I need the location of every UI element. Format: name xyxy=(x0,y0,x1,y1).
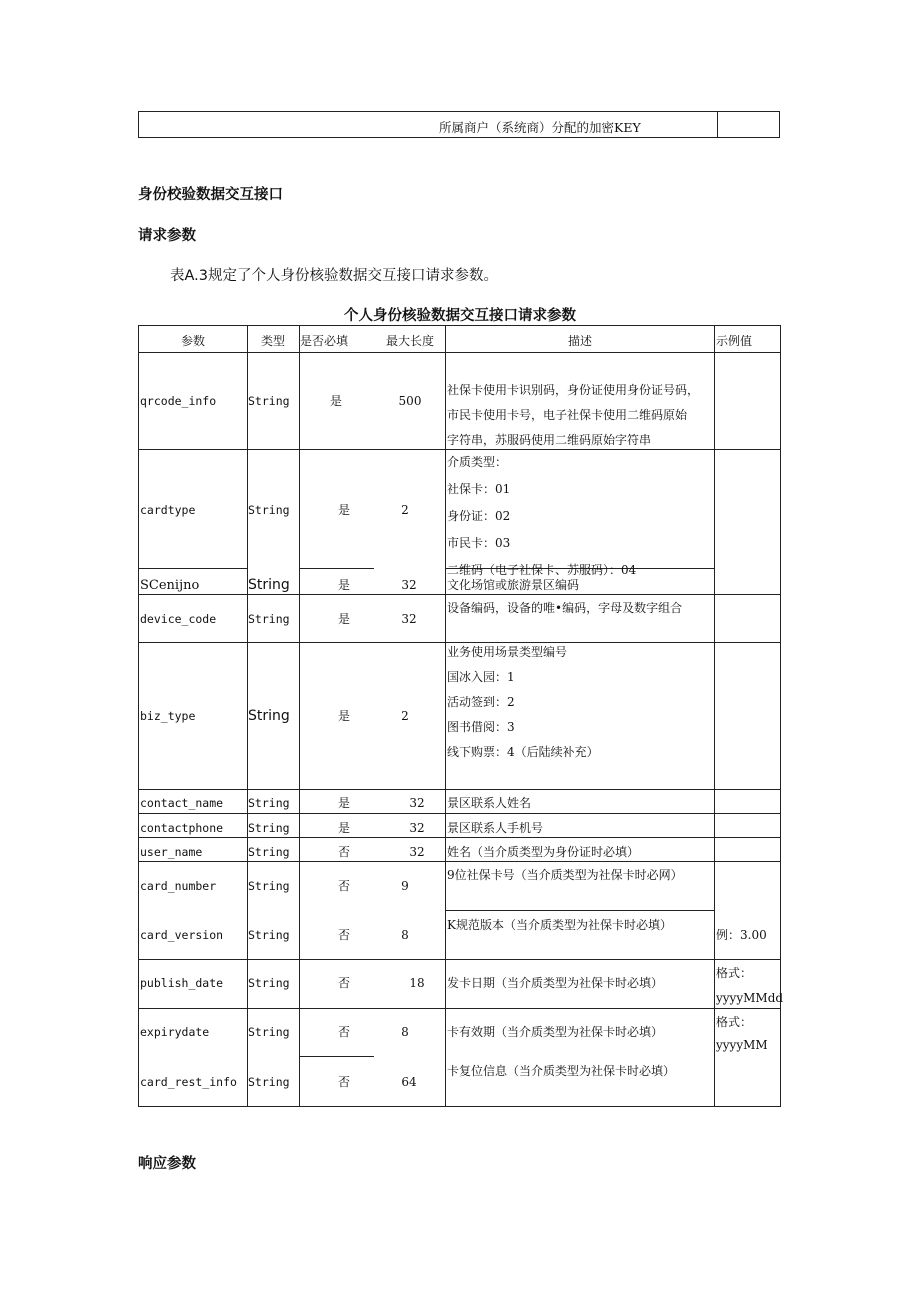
desc-line: 字符串，苏服码使用二维码原始字符串 xyxy=(447,433,652,447)
row-contactphone-param: contactphone xyxy=(140,821,224,835)
desc-line: 二维码（电子社保卡、苏服码）：04 xyxy=(447,563,637,577)
header-type: 类型 xyxy=(260,334,286,348)
row-biz-type-maxlen: 2 xyxy=(401,709,409,723)
row-publish-date-example-format: yyyyMMdd xyxy=(716,991,784,1005)
desc-line: 市民卡使用卡号，电子社保卡使用二维码原始 xyxy=(447,408,688,422)
row-contactphone-desc: 景区联系人手机号 xyxy=(447,821,544,835)
header-desc: 描述 xyxy=(567,334,593,348)
row-publish-date-maxlen: 18 xyxy=(409,976,425,990)
top-table-text: 所属商户（系统商）分配的加密KEY xyxy=(439,120,641,135)
desc-line: 业务使用场景类型编号 xyxy=(447,645,568,659)
row-card-rest-info-maxlen: 64 xyxy=(401,1075,417,1089)
row-cardtype-desc xyxy=(447,450,712,577)
row-card-number-desc: 9位社保卡号（当介质类型为社保卡时必网） xyxy=(447,868,683,882)
row-biz-type-type: String xyxy=(248,708,290,724)
desc-line: 身份证：02 xyxy=(447,509,511,523)
row-contactphone-type: String xyxy=(248,821,290,835)
row-scenijno-type: String xyxy=(248,577,290,593)
row-card-number-required: 否 xyxy=(337,879,351,893)
desc-line: 国冰入园：1 xyxy=(447,670,515,684)
row-scenijno-maxlen: 32 xyxy=(401,578,417,592)
row-card-version-required: 否 xyxy=(337,928,351,942)
row-card-version-param: card_version xyxy=(140,928,224,942)
row-user-name-desc: 姓名（当介质类型为身份证时必填） xyxy=(447,845,640,859)
desc-line: 介质类型： xyxy=(447,455,508,469)
row-qrcode-info-param: qrcode_info xyxy=(140,394,217,408)
desc-line: 线下购票：4（后陆续补充） xyxy=(447,745,599,759)
row-card-rest-info-required: 否 xyxy=(337,1075,351,1089)
row-device-code-required: 是 xyxy=(337,612,351,626)
response-heading: 响应参数 xyxy=(138,1156,196,1172)
row-device-code-type: String xyxy=(248,612,290,626)
row-publish-date-example: 格式： xyxy=(716,966,753,980)
row-card-rest-info-type: String xyxy=(248,1075,290,1089)
row-user-name-maxlen: 32 xyxy=(409,845,425,859)
row-contact-name-required: 是 xyxy=(337,796,351,810)
row-biz-type-param: biz_type xyxy=(140,709,196,723)
row-contactphone-maxlen: 32 xyxy=(409,821,425,835)
row-device-code-param: device_code xyxy=(140,612,217,626)
row-qrcode-info-type: String xyxy=(248,394,290,408)
row-biz-type-desc xyxy=(447,640,599,765)
header-param: 参数 xyxy=(180,334,206,348)
row-scenijno-desc: 文化场馆或旅游景区编码 xyxy=(447,578,580,592)
header-required: 是否必填 xyxy=(300,334,349,348)
header-maxlen: 最大长度 xyxy=(385,334,435,348)
row-user-name-param: user_name xyxy=(140,845,203,859)
row-card-version-example: 例：3.00 xyxy=(716,928,767,942)
row-card-version-maxlen: 8 xyxy=(401,928,409,942)
top-table-divider xyxy=(717,112,718,137)
row-expirydate-type: String xyxy=(248,1025,290,1039)
header-example: 示例值 xyxy=(716,334,753,348)
row-user-name-type: String xyxy=(248,845,290,859)
row-expirydate-maxlen: 8 xyxy=(401,1025,409,1039)
row-expirydate-desc: 卡有效期（当介质类型为社保卡时必填） xyxy=(447,1025,664,1039)
row-cardtype-maxlen: 2 xyxy=(401,503,409,517)
row-expirydate-param: expirydate xyxy=(140,1025,210,1039)
row-biz-type-required: 是 xyxy=(337,709,351,723)
desc-line: 社保卡使用卡识别码，身份证使用身份证号码， xyxy=(447,383,700,397)
row-contact-name-maxlen: 32 xyxy=(409,796,425,810)
row-publish-date-param: publish_date xyxy=(140,976,224,990)
row-cardtype-param: cardtype xyxy=(140,503,196,517)
row-expirydate-example: 格式： xyxy=(716,1015,753,1029)
desc-line: 图书借阅：3 xyxy=(447,720,515,734)
row-cardtype-type: String xyxy=(248,503,290,517)
row-contact-name-type: String xyxy=(248,796,290,810)
row-device-code-desc: 设备编码，设备的唯•编码，字母及数字组合 xyxy=(447,601,683,615)
row-expirydate-example-format: yyyyMM xyxy=(716,1038,768,1052)
row-publish-date-type: String xyxy=(248,976,290,990)
row-device-code-maxlen: 32 xyxy=(401,612,417,626)
row-card-version-desc: K规范版本（当介质类型为社保卡时必填） xyxy=(447,918,672,932)
row-expirydate-required: 否 xyxy=(337,1025,351,1039)
row-user-name-required: 否 xyxy=(337,845,351,859)
row-contactphone-required: 是 xyxy=(337,821,351,835)
row-card-rest-info-desc: 卡复位信息（当介质类型为社保卡时必填） xyxy=(447,1064,676,1078)
row-card-number-maxlen: 9 xyxy=(401,879,409,893)
desc-line: 活动签到：2 xyxy=(447,695,515,709)
row-card-number-type: String xyxy=(248,879,290,893)
row-card-version-type: String xyxy=(248,928,290,942)
row-contact-name-desc: 景区联系人姓名 xyxy=(447,796,532,810)
intro-paragraph: 表A.3规定了个人身份核验数据交互接口请求参数。 xyxy=(170,268,498,284)
table-caption: 个人身份核验数据交互接口请求参数 xyxy=(344,308,576,324)
row-scenijno-param: SCenijno xyxy=(140,578,200,593)
row-qrcode-info-required: 是 xyxy=(329,394,343,408)
desc-line: 社保卡：01 xyxy=(447,482,511,496)
row-qrcode-info-desc xyxy=(447,378,699,453)
section-title: 身份校验数据交互接口 xyxy=(138,187,283,203)
row-publish-date-desc: 发卡日期（当介质类型为社保卡时必填） xyxy=(447,976,664,990)
row-contact-name-param: contact_name xyxy=(140,796,224,810)
row-card-number-param: card_number xyxy=(140,879,217,893)
row-cardtype-required: 是 xyxy=(337,503,351,517)
request-heading: 请求参数 xyxy=(138,228,196,244)
top-table-fragment xyxy=(138,111,780,138)
row-qrcode-info-maxlen: 500 xyxy=(398,394,422,408)
row-scenijno-required: 是 xyxy=(337,578,351,592)
row-card-rest-info-param: card_rest_info xyxy=(140,1075,237,1089)
row-publish-date-required: 否 xyxy=(337,976,351,990)
desc-line: 市民卡：03 xyxy=(447,536,511,550)
